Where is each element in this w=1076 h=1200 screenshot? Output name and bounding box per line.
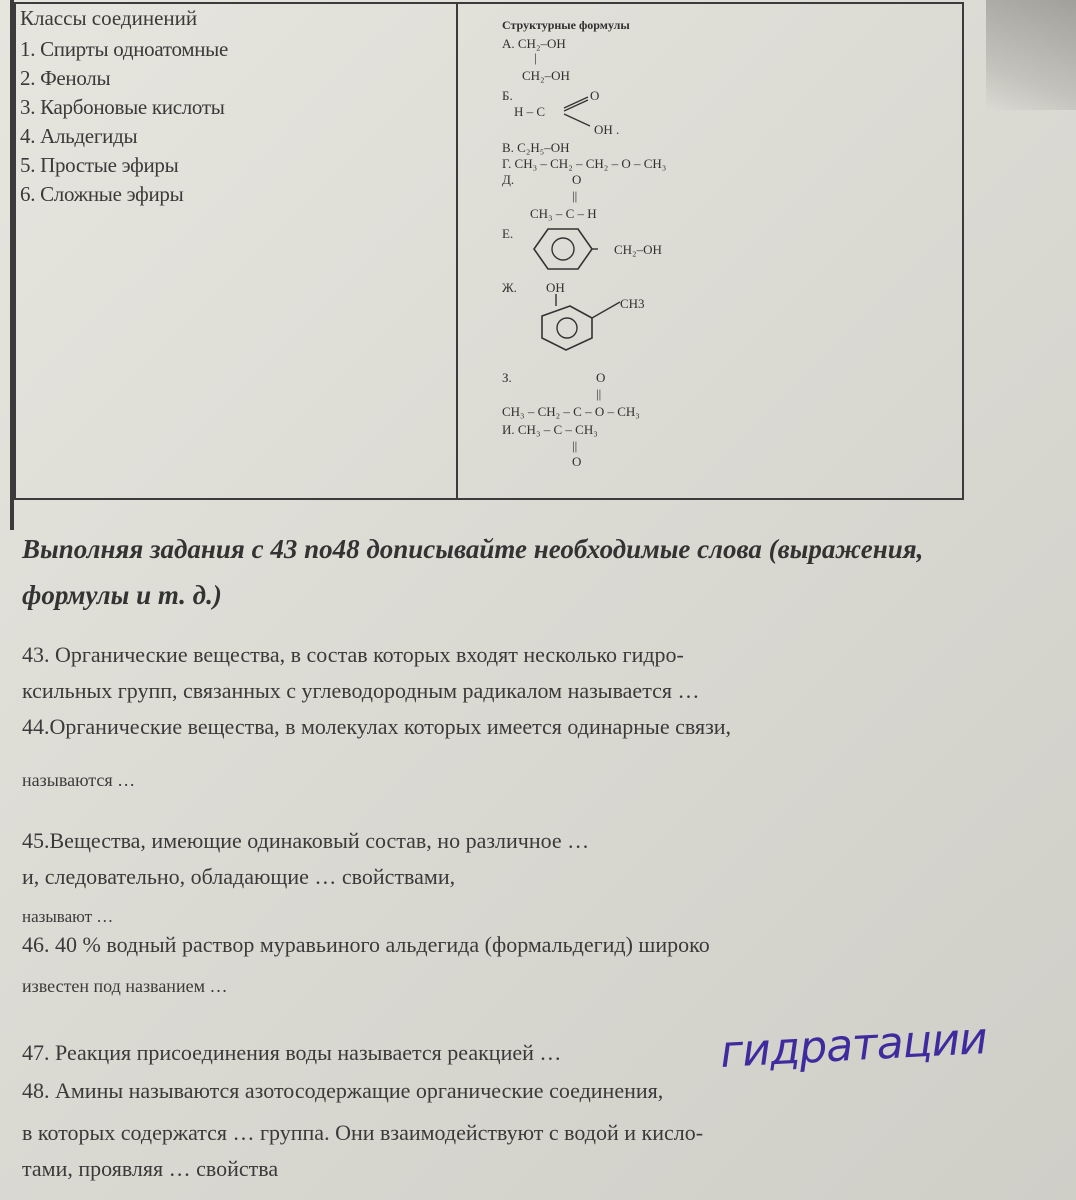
question-47: 47. Реакция присоединения воды называется реакцией … bbox=[22, 1040, 562, 1065]
benzene-ring-e-icon bbox=[528, 226, 598, 272]
class-item: 2. Фенолы bbox=[20, 66, 111, 90]
formula-b-label: Б. bbox=[502, 88, 513, 103]
class-item: 1. Спирты одноатомные bbox=[20, 37, 228, 61]
formula-d-main: CH₃ – C – H bbox=[530, 206, 597, 221]
formula-zh-methyl: CH3 bbox=[620, 296, 645, 311]
formula-z-bond: || bbox=[596, 386, 602, 401]
formula-z-oxygen: O bbox=[596, 370, 606, 385]
formula-zh-label: Ж. bbox=[502, 280, 517, 295]
formulas-header: Структурные формулы bbox=[502, 18, 630, 32]
formula-z-main: CH₃ – CH₂ – C – O – CH₃ bbox=[502, 404, 640, 419]
instruction-text: Выполняя задания с 43 по48 дописывайте необходимые слова (выражения, формулы и т. д.) bbox=[22, 534, 924, 610]
classes-column bbox=[20, 6, 450, 209]
question-44-line1: 44.Органические вещества, в молекулах которых имеется одинарные связи, bbox=[22, 714, 732, 739]
question-43-line2: ксильных групп, связанных с углеводородным радикалом называется … bbox=[22, 678, 700, 703]
table-column-divider bbox=[456, 4, 458, 498]
question-45-line3: называют … bbox=[22, 907, 114, 926]
class-item: 4. Альдегиды bbox=[20, 124, 138, 148]
question-45-line1: 45.Вещества, имеющие одинаковый состав, но различное … bbox=[22, 828, 590, 853]
question-43-line1: 43. Органические вещества, в состав которых входят несколько гидро- bbox=[22, 642, 684, 667]
class-item: 5. Простые эфиры bbox=[20, 153, 179, 177]
formula-a-line1: А. CH₂–OH bbox=[502, 36, 566, 51]
formula-b-oxygen: O bbox=[590, 88, 600, 103]
formula-i-oxygen: O bbox=[572, 454, 582, 469]
formula-i-bond: || bbox=[572, 438, 578, 453]
handwritten-answer: гидратации bbox=[718, 1013, 988, 1078]
classes-header: Классы соединений bbox=[20, 6, 198, 30]
page-shadow bbox=[986, 0, 1076, 110]
question-48-line1: 48. Амины называются азотосодержащие органические соединения, bbox=[22, 1078, 664, 1103]
formula-b-main: H – C bbox=[514, 104, 546, 119]
formula-e-label: Е. bbox=[502, 226, 514, 241]
classes-formulas-table bbox=[14, 2, 964, 500]
formula-zh-hydroxyl: OH bbox=[546, 280, 565, 295]
formula-i-main: И. CH₃ – C – CH₃ bbox=[502, 422, 598, 437]
formula-v: В. C₂H₅–OH bbox=[502, 140, 570, 155]
question-48-line3: тами, проявляя … свойства bbox=[22, 1156, 279, 1181]
formula-z-label: З. bbox=[502, 370, 512, 385]
formula-a-line2: CH₂–OH bbox=[522, 68, 570, 83]
question-48-line2: в которых содержатся … группа. Они взаимодействуют с водой и кисло- bbox=[22, 1120, 704, 1145]
formula-d-oxygen: O bbox=[572, 172, 582, 187]
class-item: 3. Карбоновые кислоты bbox=[20, 95, 225, 119]
question-45-line2: и, следовательно, обладающие … свойствами, bbox=[22, 864, 456, 889]
formula-d-bond: || bbox=[572, 188, 578, 203]
question-46-line1: 46. 40 % водный раствор муравьиного альдегида (формальдегид) широко bbox=[22, 932, 710, 957]
formula-g: Г. CH₃ – CH₂ – CH₂ – O – CH₃ bbox=[502, 156, 667, 171]
question-46-line2: известен под названием … bbox=[22, 976, 228, 996]
formula-b-hydroxyl: OH . bbox=[594, 122, 620, 137]
formula-e-substituent: CH₂–OH bbox=[614, 242, 662, 257]
formula-a-bond: | bbox=[534, 50, 537, 65]
question-44-line2: называются … bbox=[22, 770, 136, 790]
formula-d-label: Д. bbox=[502, 172, 515, 187]
formula-b-bonds bbox=[562, 92, 596, 130]
class-item: 6. Сложные эфиры bbox=[20, 182, 184, 206]
benzene-ring-zh-icon bbox=[532, 292, 628, 354]
